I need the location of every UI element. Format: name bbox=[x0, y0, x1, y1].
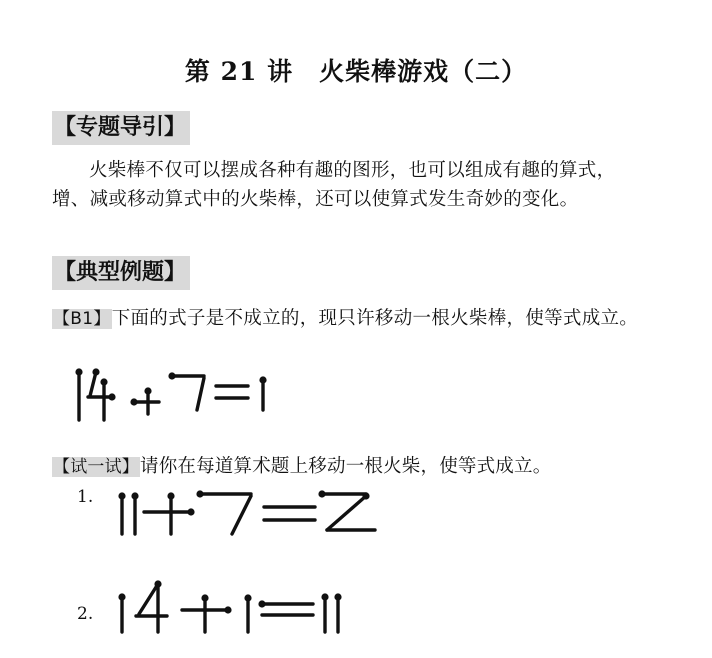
try-tag: 【试一试】 bbox=[53, 457, 139, 477]
b1-tag: 【B1】 bbox=[53, 309, 111, 329]
lecture-name: 火柴棒游戏（二） bbox=[319, 57, 528, 86]
p2-equals-sign bbox=[258, 600, 313, 615]
p2-result-digit-1a bbox=[321, 593, 328, 632]
problem-number-2: 2. bbox=[77, 604, 94, 624]
section-label-examples: 【典型例题】 bbox=[52, 256, 190, 290]
b1-text: 下面的式子是不成立的，现只许移动一根火柴棒，使等式成立。 bbox=[111, 308, 639, 329]
p2-digit-4 bbox=[136, 580, 167, 632]
problem-number-1: 1. bbox=[77, 487, 94, 507]
intro-paragraph: 火柴棒不仅可以摆成各种有趣的图形，也可以组成有趣的算式，增、减或移动算式中的火柴棒，还可以使算式发生奇妙的变化。 bbox=[52, 160, 616, 210]
lecture-number: 第 21 讲 bbox=[184, 57, 294, 86]
section-label-intro: 【专题导引】 bbox=[52, 111, 190, 145]
p2-plus-sign bbox=[182, 594, 232, 632]
p2-digit-1 bbox=[118, 593, 125, 632]
p2-result-digit-1 bbox=[244, 594, 251, 632]
p2-result-digit-1b bbox=[334, 593, 341, 632]
try-text: 请你在每道算术题上移动一根火柴，使等式成立。 bbox=[140, 456, 552, 477]
